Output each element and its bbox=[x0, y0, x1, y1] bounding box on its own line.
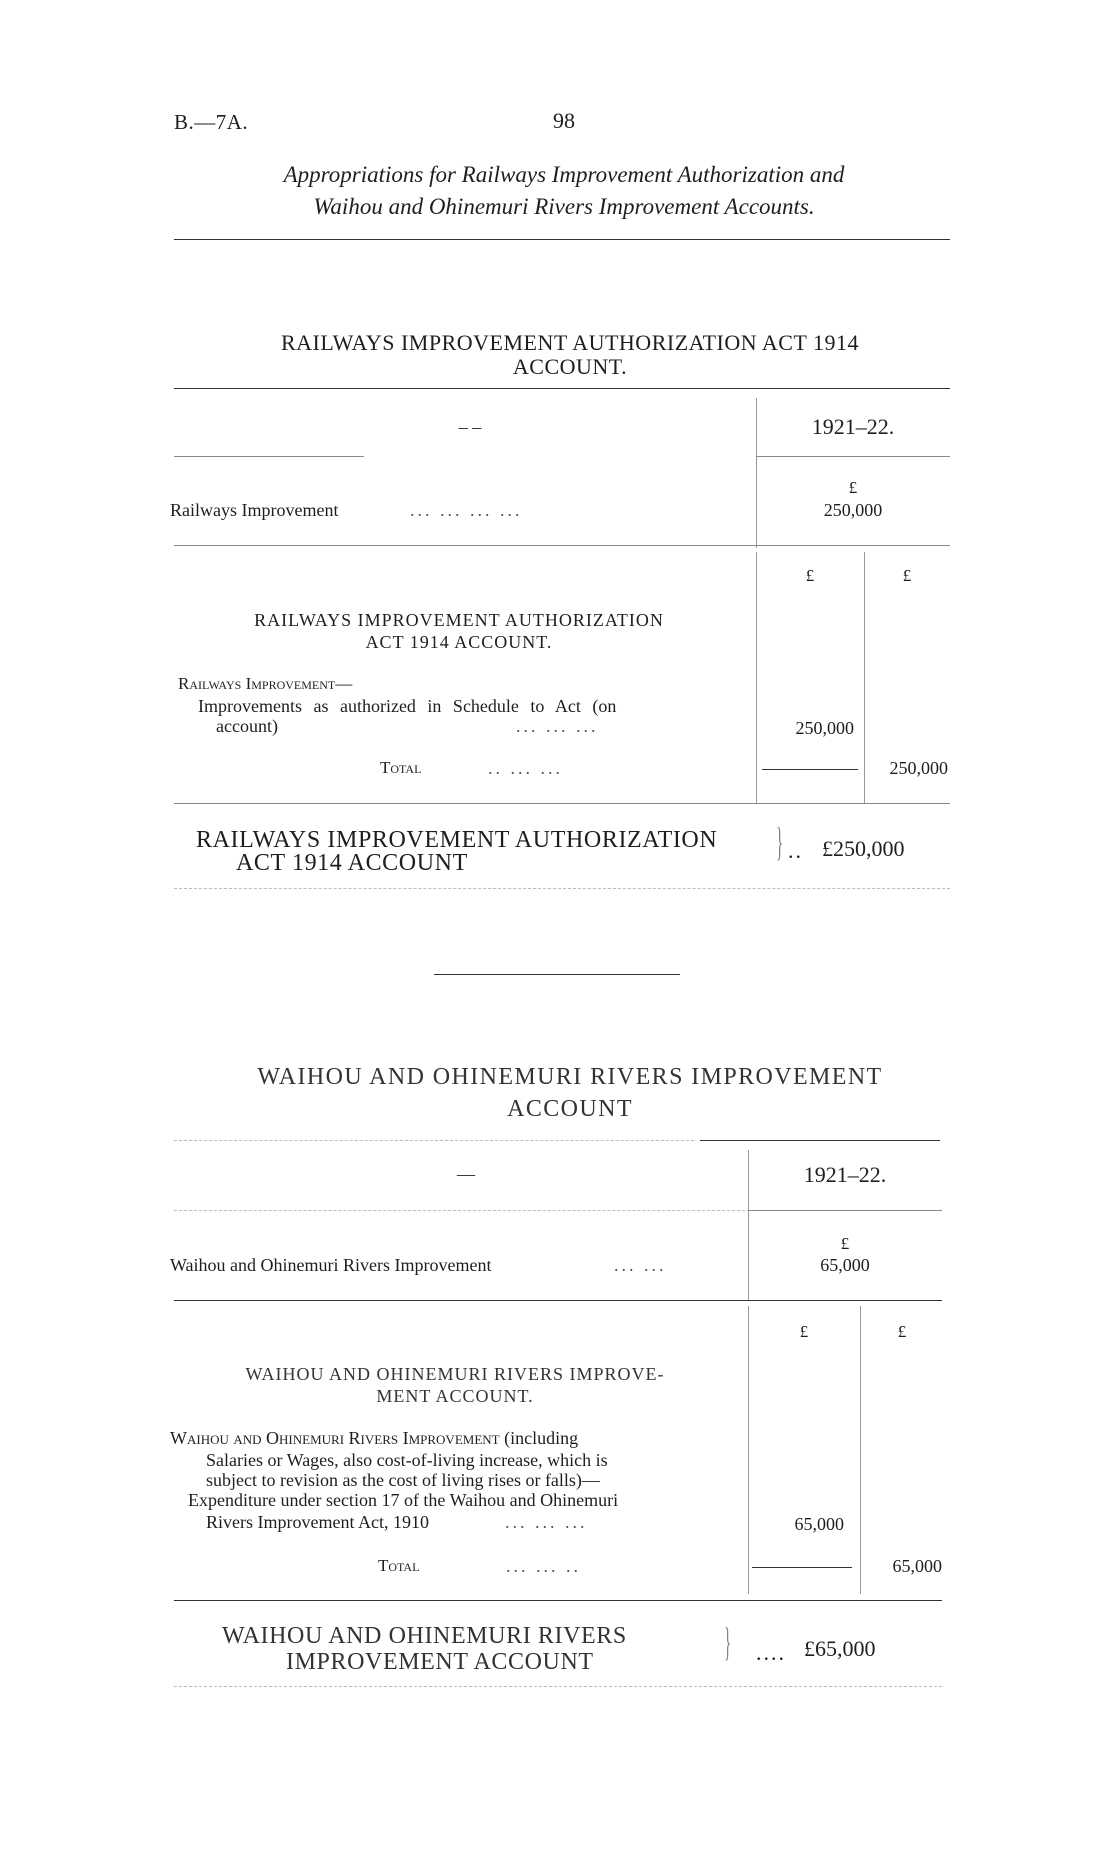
section1-title-line1: RAILWAYS IMPROVEMENT AUTHORIZATION ACT 1914 bbox=[280, 330, 860, 355]
table2-row-leader: ... ... bbox=[614, 1255, 667, 1275]
table2-header-rule-right bbox=[748, 1210, 942, 1211]
detail2-divider-right bbox=[860, 1306, 861, 1594]
detail1-title-line2: ACT 1914 ACCOUNT. bbox=[365, 632, 553, 652]
summary1-bottom-rule bbox=[174, 888, 950, 889]
table1-bottom-rule bbox=[174, 545, 950, 546]
detail2-heading: Waihou and Ohinemuri Rivers Improvement bbox=[170, 1428, 500, 1448]
table2-row-value: 65,000 bbox=[820, 1255, 870, 1275]
detail2-title-line2: MENT ACCOUNT. bbox=[376, 1386, 534, 1406]
detail1-item-leader: ... ... ... bbox=[516, 716, 599, 736]
detail1-col2-pound: £ bbox=[902, 566, 912, 585]
table2-row-label: Waihou and Ohinemuri Rivers Improvement bbox=[170, 1255, 492, 1275]
table1-header-rule-left bbox=[174, 456, 364, 457]
table1-dash-header: – – bbox=[458, 417, 482, 437]
document-reference: B.—7A. bbox=[174, 110, 249, 134]
summary1-brace: } bbox=[776, 819, 783, 864]
table1-pound-sign: £ bbox=[848, 478, 858, 497]
detail1-total-label: Total bbox=[380, 758, 422, 777]
page-number: 98 bbox=[553, 108, 575, 133]
summary2-line1: WAIHOU AND OHINEMURI RIVERS bbox=[222, 1623, 627, 1649]
summary2-line2: IMPROVEMENT ACCOUNT bbox=[286, 1649, 594, 1675]
table1-year-header: 1921–22. bbox=[811, 414, 895, 439]
table2-top-rule-left bbox=[174, 1140, 694, 1141]
detail2-total-leader: ... ... .. bbox=[506, 1556, 581, 1576]
table1-header-rule-right bbox=[756, 456, 950, 457]
table1-row-value: 250,000 bbox=[823, 500, 883, 520]
detail1-total-rule bbox=[762, 769, 858, 770]
table2-top-rule-right bbox=[700, 1140, 940, 1141]
page-subtitle-line2: Waihou and Ohinemuri Rivers Improvement Accounts. bbox=[313, 194, 815, 219]
section-separator-rule bbox=[434, 974, 680, 975]
detail2-title-line1: WAIHOU AND OHINEMURI RIVERS IMPROVE- bbox=[245, 1364, 665, 1384]
detail2-desc-line3: subject to revision as the cost of living rises or falls)— bbox=[206, 1470, 600, 1490]
detail2-divider-left bbox=[748, 1306, 749, 1594]
detail2-col2-pound: £ bbox=[897, 1322, 907, 1341]
detail2-bottom-rule bbox=[174, 1600, 942, 1601]
header-rule bbox=[174, 239, 950, 240]
summary2-brace: } bbox=[724, 1619, 731, 1664]
summary1-line2: ACT 1914 ACCOUNT bbox=[236, 850, 468, 876]
detail2-item-line2: Rivers Improvement Act, 1910 bbox=[206, 1512, 429, 1532]
summary2-bottom-rule bbox=[174, 1686, 942, 1687]
summary2-leader: .... bbox=[756, 1640, 786, 1665]
detail1-col1-pound: £ bbox=[805, 566, 815, 585]
detail1-total-leader: .. ... ... bbox=[488, 758, 563, 778]
detail1-heading: Railways Improvement— bbox=[178, 674, 353, 693]
detail1-divider-left bbox=[756, 552, 757, 804]
table2-year-header: 1921–22. bbox=[803, 1162, 887, 1187]
table1-column-divider bbox=[756, 398, 757, 548]
detail1-item-value: 250,000 bbox=[795, 718, 854, 738]
table2-dash-header: — bbox=[457, 1164, 475, 1184]
page-subtitle-line1: Appropriations for Railways Improvement Authorization and bbox=[283, 162, 845, 187]
detail1-item-line2: account) bbox=[216, 716, 278, 736]
detail2-total-value: 65,000 bbox=[892, 1556, 942, 1576]
table1-row-leader: ... ... ... ... bbox=[410, 500, 523, 520]
table1-top-rule bbox=[174, 388, 950, 389]
detail2-heading-rest: (including bbox=[499, 1428, 579, 1448]
detail2-col1-pound: £ bbox=[799, 1322, 809, 1341]
summary1-leader: .. bbox=[788, 838, 803, 863]
detail2-item-value: 65,000 bbox=[794, 1514, 844, 1534]
detail2-total-rule bbox=[752, 1567, 852, 1568]
table2-column-divider bbox=[748, 1150, 749, 1300]
detail2-item-leader: ... ... ... bbox=[505, 1512, 588, 1532]
table2-header-rule-left bbox=[174, 1210, 750, 1211]
section1-title-line2: ACCOUNT. bbox=[512, 354, 628, 379]
detail2-total-label: Total bbox=[378, 1556, 420, 1575]
summary1-line1: RAILWAYS IMPROVEMENT AUTHORIZATION bbox=[196, 827, 718, 853]
section2-title-line2: ACCOUNT bbox=[507, 1096, 633, 1122]
table2-bottom-rule bbox=[174, 1300, 942, 1301]
detail2-heading-line bbox=[170, 1428, 578, 1449]
table2-pound-sign: £ bbox=[840, 1234, 850, 1253]
detail1-bottom-rule bbox=[174, 803, 950, 804]
detail1-item-line1: Improvements as authorized in Schedule to Act (on bbox=[198, 696, 617, 716]
summary1-amount: £250,000 bbox=[822, 836, 905, 861]
detail1-title-line1: RAILWAYS IMPROVEMENT AUTHORIZATION bbox=[254, 610, 664, 630]
detail2-item-line1: Expenditure under section 17 of the Waihou and Ohinemuri bbox=[188, 1490, 619, 1510]
detail1-total-value: 250,000 bbox=[889, 758, 948, 778]
table1-row-label: Railways Improvement bbox=[170, 500, 339, 520]
summary2-amount: £65,000 bbox=[804, 1636, 876, 1661]
section2-title-line1: WAIHOU AND OHINEMURI RIVERS IMPROVEMENT bbox=[257, 1064, 883, 1090]
detail2-desc-line2: Salaries or Wages, also cost-of-living increase, which is bbox=[206, 1450, 608, 1470]
